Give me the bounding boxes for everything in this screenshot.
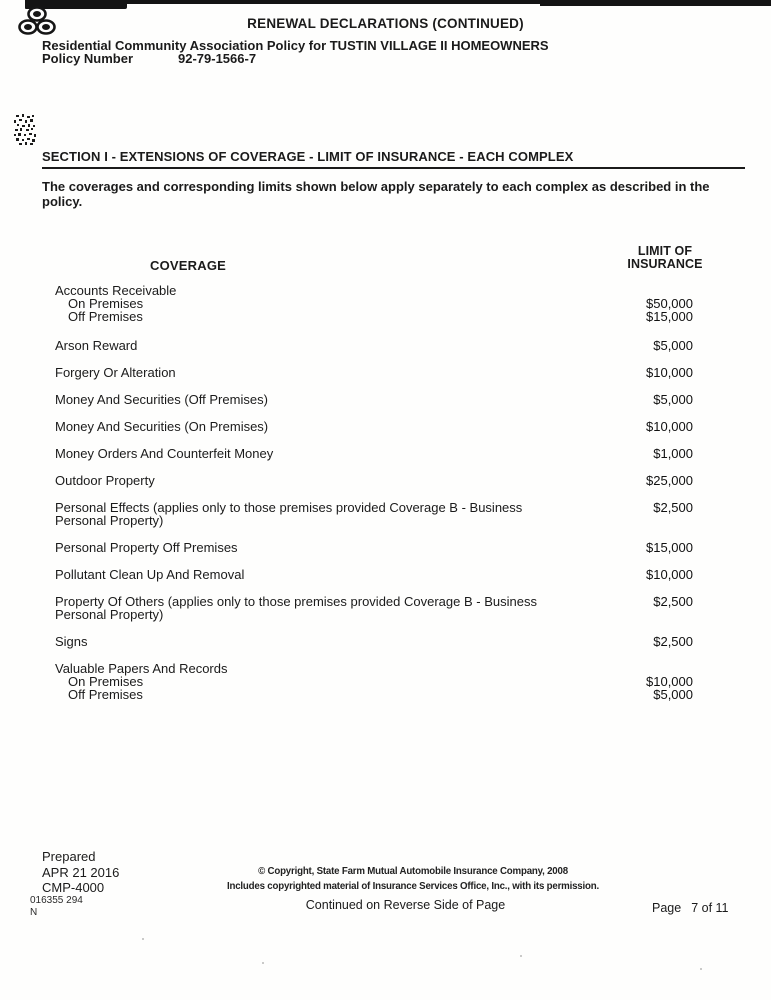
table-row [55, 595, 693, 621]
coverage-label: Accounts Receivable [55, 283, 177, 298]
table-row [55, 568, 693, 581]
table-subrow [55, 297, 693, 310]
document-code-line1: 016355 294 [30, 895, 83, 906]
policy-identification [42, 39, 549, 65]
coverage-label: Pollutant Clean Up And Removal [55, 567, 245, 582]
coverage-label: Money And Securities (Off Premises) [55, 392, 268, 407]
copyright-line1: © Copyright, State Farm Mutual Automobile Insurance Company, 2008 [258, 866, 568, 877]
limit-amount: $10,000 [646, 365, 693, 380]
coverage-label: Arson Reward [55, 338, 138, 353]
policy-description-line: Residential Community Association Policy for TUSTIN VILLAGE II HOMEOWNERS [42, 38, 549, 53]
table-row [55, 501, 693, 527]
policy-number-label: Policy Number [42, 51, 134, 66]
document-title: RENEWAL DECLARATIONS (CONTINUED) [247, 16, 524, 31]
limit-amount: $10,000 [646, 419, 693, 434]
scan-noise [700, 968, 702, 970]
coverage-label: Outdoor Property [55, 473, 155, 488]
coverage-sublabel: Off Premises [68, 309, 143, 324]
barcode-icon [14, 114, 38, 151]
section-intro-text: The coverages and corresponding limits shown below apply separately to each complex as described in the policy. [42, 179, 710, 209]
coverage-label: Personal Property Off Premises [55, 540, 238, 555]
document-code-line2: N [30, 907, 38, 918]
limit-amount: $2,500 [653, 594, 693, 609]
section-heading: SECTION I - EXTENSIONS OF COVERAGE - LIMIT OF INSURANCE - EACH COMPLEX [42, 149, 745, 169]
table-subrow [55, 310, 693, 323]
coverage-label: Forgery Or Alteration [55, 365, 176, 380]
scan-artifact-bar [540, 0, 771, 6]
copyright-line2: Includes copyrighted material of Insurance Services Office, Inc., with its permission. [227, 881, 599, 892]
limit-amount: $5,000 [653, 392, 693, 407]
policy-number-line [42, 52, 549, 65]
limit-amount: $10,000 [646, 567, 693, 582]
page-value: 7 of 11 [691, 901, 729, 915]
column-header-limit [624, 245, 706, 271]
scan-noise [142, 938, 144, 940]
limit-amount: $5,000 [653, 338, 693, 353]
coverage-sublabel: On Premises [68, 674, 144, 689]
limit-amount: $2,500 [653, 634, 693, 649]
table-subrow [55, 688, 693, 701]
table-row [55, 447, 693, 460]
column-header-limit-line2: INSURANCE [627, 257, 703, 271]
coverage-sublabel: Off Premises [68, 687, 143, 702]
policy-number-value: 92-79-1566-7 [178, 51, 257, 66]
table-row [55, 393, 693, 406]
continued-notice: Continued on Reverse Side of Page [305, 898, 506, 912]
table-row [55, 366, 693, 379]
coverage-label: Personal Effects (applies only to those premises provided Coverage B - Business Personal Property) [55, 500, 523, 528]
coverage-label: Property Of Others (applies only to those premises provided Coverage B - Business Personal Property) [55, 594, 537, 622]
limit-amount: $15,000 [646, 309, 693, 324]
limit-amount: $1,000 [653, 446, 693, 461]
coverage-sublabel: On Premises [68, 296, 144, 311]
limit-amount: $25,000 [646, 473, 693, 488]
table-row [55, 541, 693, 554]
table-row [55, 635, 693, 648]
coverage-label: Valuable Papers And Records [55, 661, 228, 676]
prepared-date: APR 21 2016 [42, 864, 120, 880]
column-header-coverage: COVERAGE [150, 258, 227, 273]
table-row [55, 420, 693, 433]
limit-amount: $2,500 [653, 500, 693, 515]
column-header-limit-line1: LIMIT OF [637, 244, 693, 258]
page-label: Page [652, 901, 682, 915]
limit-amount: $50,000 [646, 296, 693, 311]
table-row [55, 662, 693, 701]
scan-noise [520, 955, 522, 957]
limit-amount: $10,000 [646, 674, 693, 689]
form-code: CMP-4000 [42, 880, 105, 895]
scan-noise [262, 962, 264, 964]
coverage-table-body [55, 284, 693, 717]
prepared-label: Prepared [42, 849, 96, 864]
table-subrow [55, 675, 693, 688]
coverage-label: Signs [55, 634, 88, 649]
coverage-label: Money And Securities (On Premises) [55, 419, 269, 434]
limit-amount: $5,000 [653, 687, 693, 702]
table-row [55, 339, 693, 352]
table-row [55, 474, 693, 487]
limit-amount: $15,000 [646, 540, 693, 555]
page-number [652, 901, 729, 915]
coverage-label: Money Orders And Counterfeit Money [55, 446, 274, 461]
table-row [55, 284, 693, 323]
copyright-notice [66, 864, 761, 894]
